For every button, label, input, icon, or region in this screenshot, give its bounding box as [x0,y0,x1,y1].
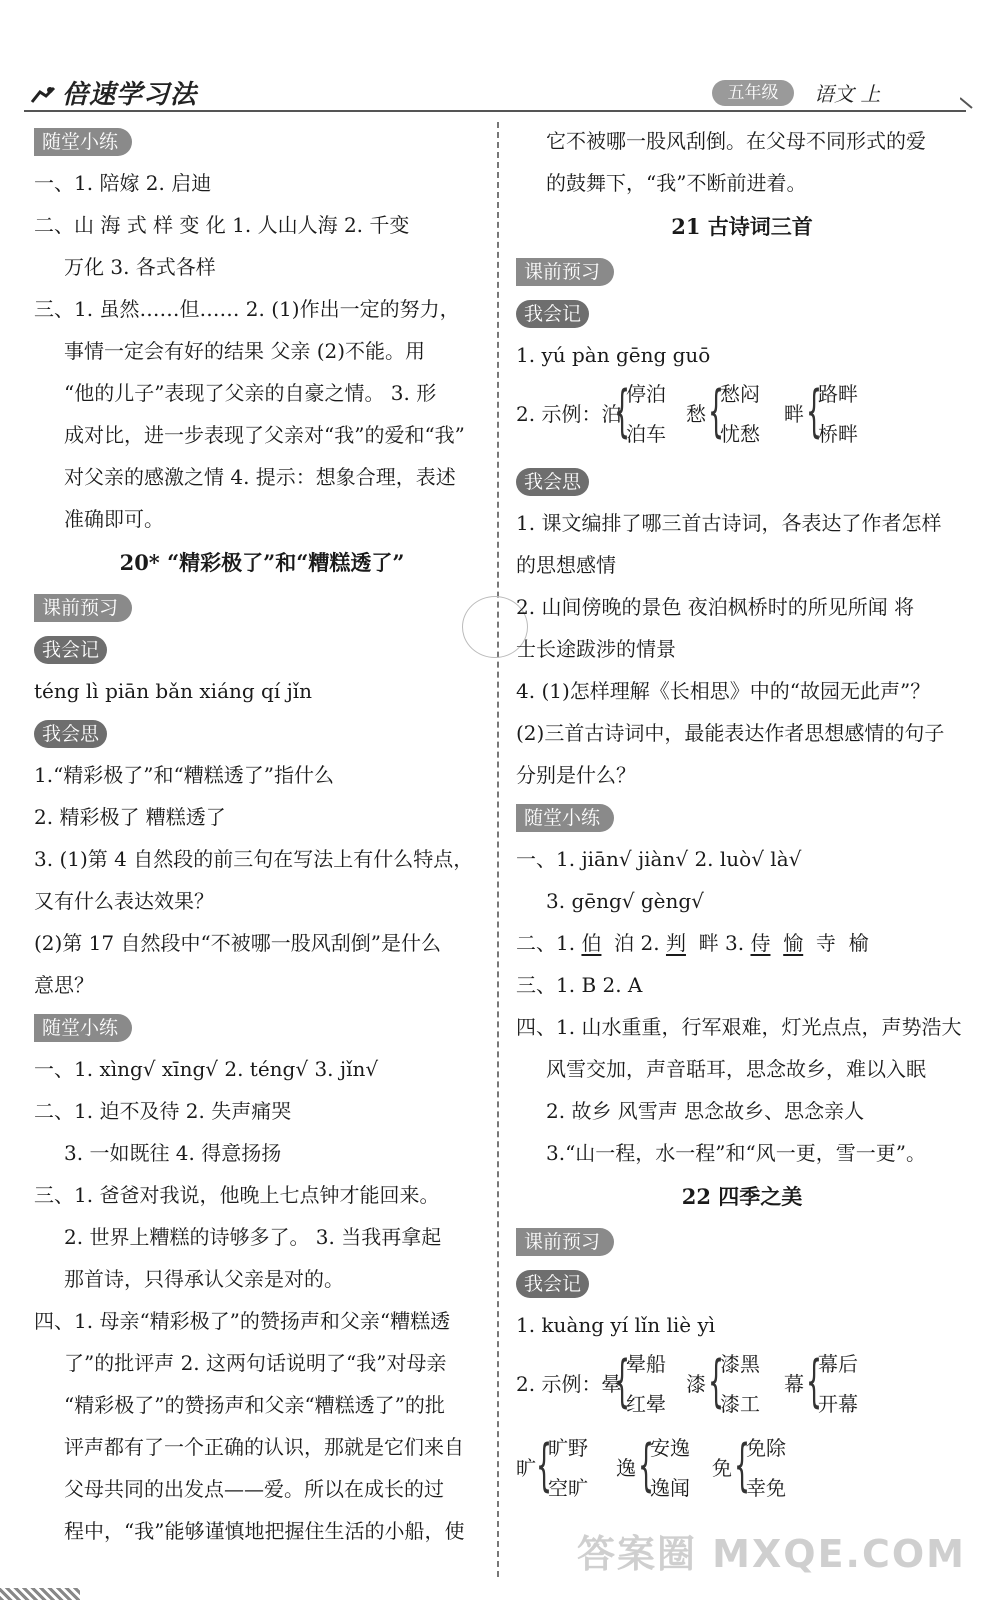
brand-text: 倍速学习法 [62,80,198,110]
example-word: 旷野 [548,1436,588,1460]
example-word: 漆工 [720,1392,760,1416]
answer-line: 3. 一如既往 4. 得意扬扬 [64,1141,282,1165]
answer-char: 畔 [698,931,719,955]
example-word: 晕船 [626,1352,666,1376]
running-figure-icon [30,86,56,106]
brace-icon: { [806,379,823,444]
subsection-tag: 我会记 [516,1270,589,1298]
answer-line: 对父亲的感激之情 4. 提示：想象合理，表述 [64,465,456,489]
example-char: 畔 [784,402,804,426]
brace-icon: { [806,1349,823,1414]
example-word: 路畔 [818,382,858,406]
example-char: 漆 [686,1372,706,1396]
example-word: 安逸 [650,1436,690,1460]
underlined-char: 判 [665,931,686,955]
answer-line: 三、1. B 2. A [516,973,643,997]
section-tag: 课前预习 [34,594,132,622]
left-column [34,120,490,1552]
brand-logo [30,74,197,111]
answer-prefix: 二、1. [516,931,582,955]
answer-line: 3. gēng√ gèng√ [546,889,704,913]
answer-line: 它不被哪一股风刮倒。在父母不同形式的爱 [546,129,926,153]
example-word: 红晕 [626,1392,666,1416]
example-word: 桥畔 [818,422,858,446]
answer-number: 2. [634,931,666,955]
example-word: 泊车 [626,422,666,446]
answer-line: 2. 山间傍晚的景色 夜泊枫桥时的所见所闻 将 [516,595,915,619]
example-word: 免除 [746,1436,786,1460]
answer-line: 2. 精彩极了 糟糕透了 [34,805,226,829]
answer-line: 万化 3. 各式各样 [64,255,216,279]
answer-line: 1. 课文编排了哪三首古诗词，各表达了作者怎样 [516,511,942,535]
answer-line: 又有什么表达效果？ [34,889,214,913]
answer-line: 四、1. 母亲“精彩极了”的赞扬声和父亲“糟糕透 [34,1309,451,1333]
answer-line: 那首诗，只得承认父亲是对的。 [64,1267,344,1291]
example-word: 愁闷 [720,382,760,406]
pinyin-line: 1. yú pàn gēng guō [516,343,711,367]
answer-char: 泊 [614,931,635,955]
underlined-char: 伯 [581,931,602,955]
answer-line: 评声都有了一个正确的认识，那就是它们来自 [64,1435,464,1459]
example-char: 旷 [516,1456,536,1480]
answer-line: 事情一定会有好的结果 父亲 (2)不能。用 [64,339,426,363]
example-char: 免 [712,1456,732,1480]
answer-line: (2)第 17 自然段中“不被哪一股风刮倒”是什么 [34,931,441,955]
answer-line: 二、1. 迫不及待 2. 失声痛哭 [34,1099,292,1123]
watermark: 答案圈 MXQE.COM [576,1532,966,1576]
answer-line: 风雪交加，声音聒耳，思念故乡，难以入眠 [546,1057,926,1081]
example-word: 停泊 [626,382,666,406]
footer-stripe [0,1588,80,1600]
page-header [0,0,996,120]
answer-line [516,922,968,964]
answer-char: 榆 [848,931,869,955]
answer-line: 三、1. 爸爸对我说，他晚上七点钟才能回来。 [34,1183,440,1207]
answer-line: 意思？ [34,973,94,997]
answer-line: 了”的批评声 2. 这两句话说明了“我”对母亲 [64,1351,447,1375]
brace-icon: { [536,1433,553,1498]
answer-line: 程中，“我”能够谨慎地把握住生活的小船，使 [64,1519,465,1543]
example-word: 忧愁 [720,422,760,446]
answer-line: 的鼓舞下，“我”不断前进着。 [546,171,807,195]
example-word: 逸闻 [650,1476,690,1500]
example-word: 开幕 [818,1392,858,1416]
brace-icon: { [638,1433,655,1498]
section-tag: 随堂小练 [34,128,132,156]
lesson-title: 20* “精彩极了”和“糟糕透了” [119,550,405,575]
answer-line: 成对比，进一步表现了父亲对“我”的爱和“我” [64,423,465,447]
example-word: 幕后 [818,1352,858,1376]
subsection-tag: 我会记 [34,636,107,664]
section-tag: 课前预习 [516,1228,614,1256]
answer-line: “他的儿子”表现了父亲的自豪之情。 3. 形 [64,381,437,405]
header-rule [24,110,966,112]
answer-line: 4. (1)怎样理解《长相思》中的“故园无此声”？ [516,679,931,703]
answer-line: 3. (1)第 4 自然段的前三句在写法上有什么特点， [34,847,474,871]
example-word: 漆黑 [720,1352,760,1376]
answer-line: 准确即可。 [64,507,164,531]
underlined-char: 愉 [783,931,804,955]
example-word: 空旷 [548,1476,588,1500]
answer-line: 分别是什么？ [516,763,636,787]
pinyin-line: 1. kuàng yí lǐn liè yì [516,1313,716,1337]
answer-line: 2. 故乡 风雪声 思念故乡、思念亲人 [546,1099,865,1123]
brace-icon: { [614,1349,631,1414]
answer-line: 三、1. 虽然……但…… 2. (1)作出一定的努力， [34,297,460,321]
word-example-row [516,1346,968,1430]
answer-number: 3. [718,931,751,955]
answer-line: 四、1. 山水重重，行军艰难，灯光点点，声势浩大 [516,1015,962,1039]
answer-line: “精彩极了”的赞扬声和父亲“糟糕透了”的批 [64,1393,445,1417]
grade-badge: 五年级 [712,80,794,106]
answer-line: 2. 世界上糟糕的诗够多了。 3. 当我再拿起 [64,1225,442,1249]
answer-line: 一、1. xìng√ xīng√ 2. téng√ 3. jǐn√ [34,1057,379,1081]
subsection-tag: 我会思 [516,468,589,496]
lesson-title: 22 四季之美 [681,1184,803,1209]
brace-icon: { [708,1349,725,1414]
answer-line: 士长途跋涉的情景 [516,637,676,661]
section-tag: 课前预习 [516,258,614,286]
example-char: 逸 [616,1456,636,1480]
right-column [516,120,968,1514]
column-divider [497,122,499,1577]
answer-line: 一、1. 陪嫁 2. 启迪 [34,171,212,195]
answer-line: 1.“精彩极了”和“糟糕透了”指什么 [34,763,334,787]
answer-line: 二、山 海 式 样 变 化 1. 人山人海 2. 千变 [34,213,410,237]
example-lead: 2. 示例：泊 [516,402,622,426]
section-tag: 随堂小练 [516,804,614,832]
answer-line: 父母共同的出发点——爱。所以在成长的过 [64,1477,444,1501]
brace-icon: { [708,379,725,444]
lesson-title: 21 古诗词三首 [671,214,813,239]
example-char: 愁 [686,402,706,426]
example-char: 幕 [784,1372,804,1396]
answer-line: 3.“山一程，水一程”和“风一更，雪一更”。 [546,1141,926,1165]
word-example-row [516,1430,968,1514]
answer-char: 寺 [815,931,836,955]
answer-line: 的思想感情 [516,553,616,577]
section-tag: 随堂小练 [34,1014,132,1042]
example-word: 幸免 [746,1476,786,1500]
answer-line: 一、1. jiān√ jiàn√ 2. luò√ là√ [516,847,802,871]
corner-arrow-icon [960,96,974,110]
brace-icon: { [614,379,631,444]
word-example-row [516,376,968,460]
underlined-char: 侍 [750,931,771,955]
pinyin-line: téng lì piān bǎn xiáng qí jǐn [34,679,313,703]
example-lead: 2. 示例：晕 [516,1372,622,1396]
answer-line: (2)三首古诗词中，最能表达作者思想感情的句子 [516,721,945,745]
subsection-tag: 我会思 [34,720,107,748]
brace-icon: { [734,1433,751,1498]
subsection-tag: 我会记 [516,300,589,328]
subject-label: 语文 上 [814,82,881,106]
